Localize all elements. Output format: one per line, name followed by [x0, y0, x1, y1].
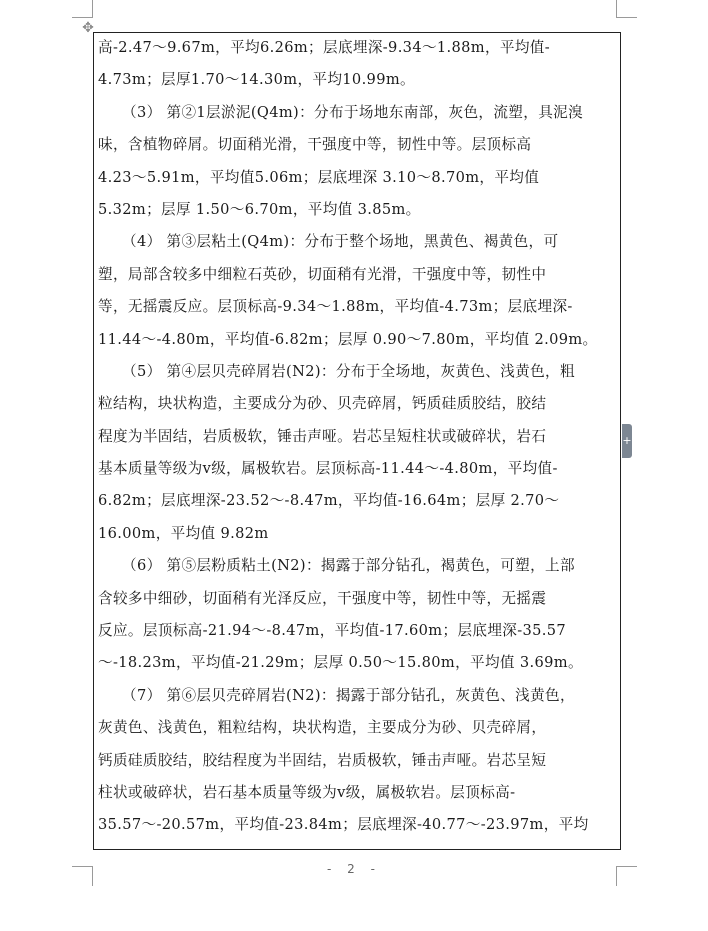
- four-arrows-move-icon[interactable]: ✥: [82, 20, 94, 36]
- text-line: （7） 第⑥层贝壳碎屑岩(N2)：揭露于部分钻孔，灰黄色、浅黄色，: [122, 686, 575, 704]
- plus-icon[interactable]: +: [622, 424, 632, 458]
- text-line: 35.57～-20.57m，平均值-23.84m；层底埋深-40.77～-23.97m，平均: [98, 816, 589, 834]
- crop-mark-top-left-v: [92, 0, 93, 18]
- text-line: 11.44～-4.80m，平均值-6.82m；层厚 0.90～7.80m，平均值 2.09m。: [98, 330, 598, 348]
- text-line: 粒结构，块状构造，主要成分为砂、贝壳碎屑，钙质硅质胶结，胶结: [98, 395, 547, 413]
- text-line: （5） 第④层贝壳碎屑岩(N2)：分布于全场地，灰黄色、浅黄色，粗: [122, 362, 575, 380]
- text-line: 16.00m，平均值 9.82m: [98, 524, 269, 542]
- text-line: 4.23～5.91m，平均值5.06m；层底埋深 3.10～8.70m，平均值: [98, 168, 540, 186]
- text-line: 反应。层顶标高-21.94～-8.47m，平均值-17.60m；层底埋深-35.57: [98, 622, 567, 640]
- text-line: 含较多中细砂，切面稍有光泽反应，干强度中等，韧性中等，无摇震: [98, 589, 547, 607]
- text-line: 柱状或破碎状，岩石基本质量等级为v级，属极软岩。层顶标高-: [98, 783, 516, 801]
- text-line: 4.73m；层厚1.70～14.30m，平均10.99m。: [98, 71, 415, 89]
- crop-mark-top-right-h: [616, 17, 637, 18]
- text-line: 钙质硅质胶结，胶结程度为半固结，岩质极软，锤击声哑。岩芯呈短: [98, 751, 547, 769]
- text-line: （4） 第③层粘土(Q4m)：分布于整个场地，黑黄色、褐黄色，可: [122, 233, 559, 251]
- text-line: 程度为半固结，岩质极软，锤击声哑。岩芯呈短柱状或破碎状，岩石: [98, 427, 547, 445]
- page-number: - 2 -: [327, 862, 381, 876]
- crop-mark-top-right-v: [616, 0, 617, 18]
- crop-mark-top-left-h: [72, 17, 93, 18]
- text-line: （3） 第②1层淤泥(Q4m)：分布于场地东南部，灰色，流塑，具泥溴: [122, 103, 584, 121]
- text-line: （6） 第⑤层粉质粘土(N2)：揭露于部分钻孔，褐黄色，可塑，上部: [122, 557, 575, 575]
- text-line: 高-2.47～9.67m，平均6.26m；层底埋深-9.34～1.88m，平均值-: [98, 39, 551, 56]
- text-line: 6.82m；层底埋深-23.52～-8.47m，平均值-16.64m；层厚 2.70～: [98, 492, 560, 510]
- text-line: 味，含植物碎屑。切面稍光滑，干强度中等，韧性中等。层顶标高: [98, 136, 532, 154]
- text-line: ～-18.23m，平均值-21.29m；层厚 0.50～15.80m，平均值 3.69m。: [98, 654, 583, 672]
- text-line: 塑，局部含较多中细粒石英砂，切面稍有光滑，干强度中等，韧性中: [98, 265, 547, 283]
- text-line: 5.32m；层厚 1.50～6.70m，平均值 3.85m。: [98, 200, 421, 218]
- text-line: 等，无摇震反应。层顶标高-9.34～1.88m，平均值-4.73m；层底埋深-: [98, 298, 573, 316]
- document-body[interactable]: [98, 32, 618, 842]
- text-line: 灰黄色、浅黄色，粗粒结构，块状构造，主要成分为砂、贝壳碎屑，: [98, 719, 547, 737]
- text-line: 基本质量等级为v级，属极软岩。层顶标高-11.44～-4.80m，平均值-: [98, 460, 558, 478]
